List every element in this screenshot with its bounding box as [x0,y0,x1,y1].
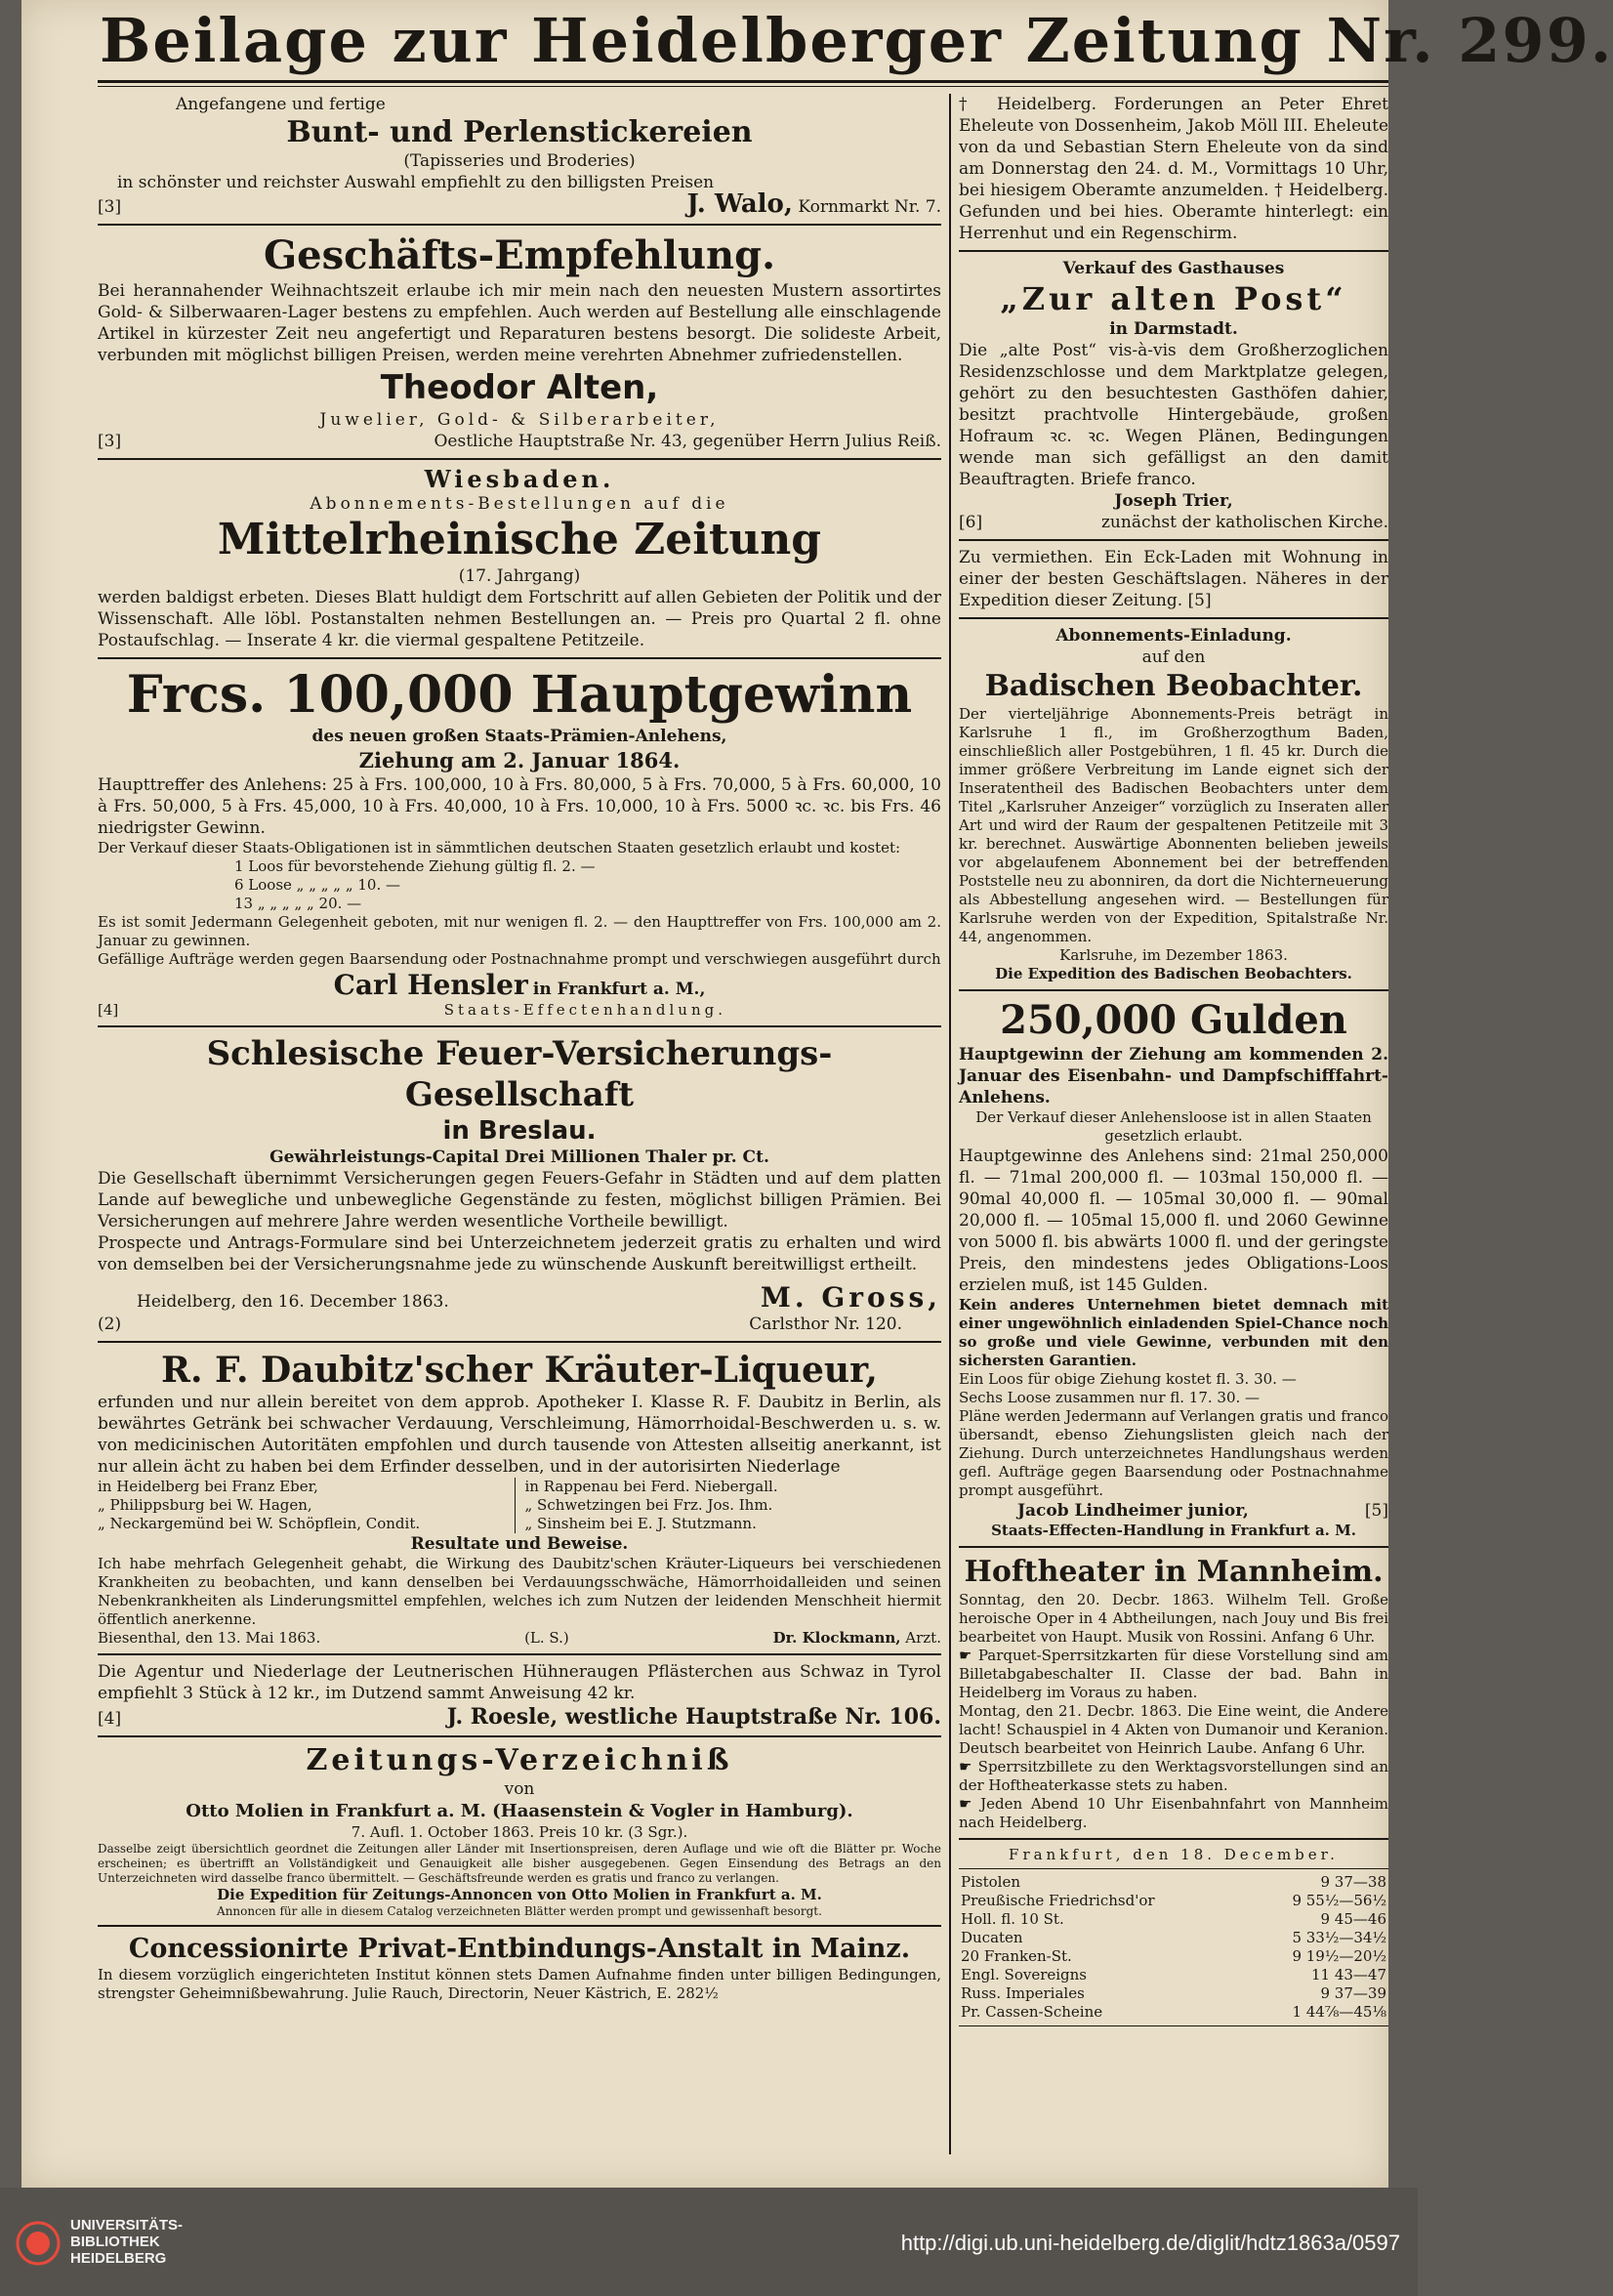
theater-sperr: Sperrsitzbillete zu den Werktagsvorstellungen sind an der Hoftheaterkasse stets zu haben. [959,1758,1388,1794]
left-column [98,94,941,2159]
alten-name: Theodor Alten, [380,368,659,407]
ad-molien [98,1743,941,1919]
newspaper-page [21,0,1613,2188]
rate-value: 9 37—39 [1320,1984,1386,2002]
hand-pointer-icon: ☛ [959,1758,972,1775]
gulden-law: Der Verkauf dieser Anlehensloose ist in allen Staaten gesetzlich erlaubt. [975,1108,1372,1145]
beob-place: Karlsruhe, im Dezember 1863. [1059,946,1288,964]
rate-value: 9 19½—20½ [1292,1947,1386,1965]
roesle-signer: J. Roesle, westliche Hauptstraße Nr. 106. [446,1704,941,1730]
rate-row [959,1984,1388,2003]
roesle-body: Die Agentur und Niederlage der Leutnerischen Hühneraugen Pflästerchen aus Schwaz in Tyrol empfiehlt 3 Stück à 12 kr., im Dutzend sammt Anweisung 42 kr. [98,1662,941,1703]
ad-gulden [959,997,1388,1540]
stick-sub: (Tapisseries und Broderies) [403,151,636,171]
rate-name: Preußische Friedrichsd'or [961,1892,1155,1909]
alten-body: Bei herannahender Weihnachtszeit erlaube ich mir mein nach den neuesten Mustern assortirtes Gold- & Silberwaaren-Lager bestens zu empfehlen. Auch werden auf Bestellung alle einschlagende Artikel in kürzester Zeit neu angefertigt und Reparaturen bestens besorgt. Die solideste Arbeit, verbunden mit möglichst billigen Preisen, werden meine verehrten Abnehmer zufriedenstellen. [98,281,941,365]
masthead-rule [98,80,1388,83]
feuer-title: Schlesische Feuer-Versicherungs-Gesellschaft [206,1034,833,1114]
wies-body: werden baldigst erbeten. Dieses Blatt huldigt dem Fortschritt auf allen Gebieten der Politik und der Wissenschaft. Alle löbl. Postanstalten nehmen Bestellungen an. — Preis pro Quartal 2 fl. ohne Postaufschlag. — Inserate 4 kr. die viermal gespaltene Petitzeile. [98,588,941,650]
rate-name: Ducaten [961,1929,1023,1946]
daubitz-place: Biesenthal, den 13. Mai 1863. [98,1629,321,1647]
ad-post [959,258,1388,533]
daubitz-l2: „ Philippsburg bei W. Hagen, [98,1496,312,1514]
notice-heidelberg: † Heidelberg. Forderungen an Peter Ehret Eheleute von Dossenheim, Jakob Möll III. Eheleute von da und Sebastian Stern Eheleute von da sind am Donnerstag den 24. d. M., Vormittags 10 Uhr, bei hiesigem Oberamte anzumelden. † Heidelberg. Gefunden und bei hies. Oberamte hinterlegt: ein Herrenhut und ein Regenschirm. [959,95,1388,243]
theater-body: Sonntag, den 20. Decbr. 1863. Wilhelm Tell. Große heroische Oper in 4 Abtheilungen, nach Jouy und Bis frei bearbeitet von Haupt. Musik von Rossini. Anfang 6 Uhr. [959,1591,1388,1646]
molien-title: Zeitungs-Verzeichniß [306,1743,733,1777]
ad-lotto [98,665,941,1020]
stick-line: in schönster und reichster Auswahl empfiehlt zu den billigsten Preisen [117,173,715,192]
post-city: in Darmstadt. [1109,319,1238,339]
stick-addr: Kornmarkt Nr. 7. [798,197,941,217]
lotto-signer: Carl Hensler [333,969,528,1001]
rate-row [959,1947,1388,1966]
ad-theater [959,1554,1388,1832]
daubitz-title: R. F. Daubitz'scher Kräuter-Liqueur, [161,1350,878,1391]
theater-train: Jeden Abend 10 Uhr Eisenbahnfahrt von Mannheim nach Heidelberg. [959,1795,1388,1831]
feuer-signer: M. Gross, [760,1281,941,1314]
viewer-footer [0,2188,1418,2296]
daubitz-res: Resultate und Beweise. [410,1534,629,1554]
logo-line3: HEIDELBERG [70,2250,167,2267]
stick-num: [3] [98,197,122,217]
feuer-body2: Prospecte und Antrags-Formulare sind bei Unterzeichnetem jederzeit gratis zu erhalten und wird von demselben bei der Versicherungsnahme jede zu wünschende Auskunft bereitwilligst ertheilt. [98,1233,941,1274]
university-seal-icon [16,2221,61,2266]
post-addr: zunächst der katholischen Kirche. [1100,513,1388,532]
wies-title: Mittelrheinische Zeitung [217,515,822,564]
hand-pointer-icon: ☛ [959,1795,972,1813]
beob-exp: Die Expedition des Badischen Beobachters. [995,965,1352,982]
stick-signer: J. Walo, [686,189,793,219]
rate-row [959,1929,1388,1947]
laden-num: [5] [1187,591,1212,610]
ad-stickereien [98,94,941,218]
wies-intro: Abonnements-Bestellungen auf die [310,494,729,514]
right-column [959,94,1388,2159]
lotto-body2: Der Verkauf dieser Staats-Obligationen ist in sämmtlichen deutschen Staaten gesetzlich erlaubt und kostet: [98,839,901,856]
gulden-sub: Hauptgewinn der Ziehung am kommenden 2. Januar des Eisenbahn- und Dampfschifffahrt-Anlehens. [959,1045,1388,1107]
lotto-body4: Gefällige Aufträge werden gegen Baarsendung oder Postnachnahme prompt und verschwiegen ausgeführt durch [98,950,941,968]
rates-table [959,1846,1388,2026]
feuer-body1: Die Gesellschaft übernimmt Versicherungen gegen Feuers-Gefahr in Städten und auf dem platten Lande auf bewegliche und unbewegliche Gegenstände zu festen, möglichst billigen Prämien. Bei Versicherungen auf mehrere Jahre werden wesentliche Vortheile bewilligt. [98,1169,941,1231]
wies-city: Wiesbaden. [424,465,615,493]
laden-body: Zu vermiethen. Ein Eck-Laden mit Wohnung in einer der besten Geschäftslagen. Näheres in der Expedition dieser Zeitung. [959,548,1388,610]
rate-value: 1 44⅞—45⅛ [1292,2003,1386,2021]
gulden-title: 250,000 Gulden [1000,997,1347,1043]
ad-laden [959,547,1388,611]
molien-by: von [504,1779,535,1799]
hand-pointer-icon: ☛ [959,1647,972,1664]
permalink-url[interactable]: http://digi.ub.uni-heidelberg.de/diglit/hdtz1863a/0597 [900,2231,1400,2255]
molien-ed: 7. Aufl. 1. October 1863. Preis 10 kr. (3 Sgr.). [351,1823,688,1841]
gulden-bold: Kein anderes Unternehmen bietet demnach mit einer ungewöhnlich einladenden Spiel-Chance noch so große und viele Gewinne, verbunden mit den sichersten Garantien. [959,1296,1388,1369]
daubitz-ls: (L. S.) [524,1629,569,1647]
daubitz-l1: in Heidelberg bei Franz Eber, [98,1478,318,1495]
daubitz-body2: Ich habe mehrfach Gelegenheit gehabt, die Wirkung des Daubitz'schen Kräuter-Liqueurs bei verschiedenen Krankheiten zu beobachten, und kann denselben bei Verdauungsschwäche, Hämorrhoidalleiden und seinen Nebenkrankheiten als Linderungsmittel empfehlen, welches ich zum Nutzen der leidenden Menschheit hiermit öffentlich anerkenne. [98,1555,941,1628]
daubitz-r3: „ Sinsheim bei E. J. Stutzmann. [524,1515,757,1532]
molien-foot: Annoncen für alle in diesem Catalog verzeichneten Blätter werden prompt und gewissenhaft besorgt. [217,1904,822,1918]
rate-name: Holl. fl. 10 St. [961,1910,1064,1928]
rate-name: Engl. Sovereigns [961,1966,1088,1983]
post-body: Die „alte Post“ vis-à-vis dem Großherzoglichen Residenzschlosse und dem Marktplatze gelegen, gehört zu den besuchtesten Gasthöfen dahier, besitzt prachtvolle Hintergebäude, großen Hofraum ꝛc. ꝛc. Wegen Plänen, Bedingungen wende man sich gefälligst an den damit Beauftragten. Briefe franco. [959,341,1388,489]
rate-name: Russ. Imperiales [961,1984,1085,2002]
lotto-price1: 1 Loos für bevorstehende Ziehung gültig fl. 2. — [234,857,596,875]
daubitz-r2: „ Schwetzingen bei Frz. Jos. Ihm. [524,1496,773,1514]
logo-line2: BIBLIOTHEK [70,2233,160,2250]
rate-name: Pistolen [961,1873,1020,1891]
feuer-num: (2) [98,1315,122,1334]
rate-value: 9 45—46 [1320,1910,1386,1928]
lotto-title: Frcs. 100,000 Hauptgewinn [126,665,913,725]
ad-alten [98,231,941,452]
beob-head: Abonnements-Einladung. [1055,626,1292,646]
post-signer: Joseph Trier, [1114,491,1233,511]
column-divider [949,94,951,2154]
feuer-capital: Gewährleistungs-Capital Drei Millionen Thaler pr. Ct. [269,1148,769,1167]
library-logo-text [70,2217,183,2267]
ad-beobachter [959,625,1388,983]
beob-body: Der vierteljährige Abonnements-Preis beträgt in Karlsruhe 1 fl., im Großherzogthum Baden, einschließlich aller Postgebühren, 1 fl. 45 kr. Durch die immer größere Verbreitung im Lande eignet sich der Inseratentheil des Badischen Beobachters unter dem Titel „Karlsruher Anzeiger“ vorzüglich zu Inseraten aller Art und wird der Raum der gespaltenen Petitzeile mit 3 kr. berechnet. Auswärtige Abonnenten belieben jeweils vor abgelaufenem Abonnement bei der betreffenden Poststelle neu zu abonniren, da dort die Nichterneuerung als Abbestellung angesehen wird. — Bestellungen für Karlsruhe werden von der Expedition, Spitalstraße Nr. 44, angenommen. [959,705,1388,945]
post-head: Verkauf des Gasthauses [1062,259,1285,278]
rates-rows [959,1873,1388,2022]
lotto-body1: Haupttreffer des Anlehens: 25 à Frs. 100,000, 10 à Frs. 80,000, 5 à Frs. 70,000, 5 à Frs. 60,000, 10 à Frs. 50,000, 5 à Frs. 45,000, 10 à Frs. 40,000, 10 à Frs. 10,000, 10 à Frs. 5000 ꝛc. ꝛc. bis Frs. 46 niedrigster Gewinn. [98,775,941,838]
rate-row [959,1873,1388,1892]
rate-row [959,1910,1388,1929]
rate-row [959,1892,1388,1910]
gulden-body: Hauptgewinne des Anlehens sind: 21mal 250,000 fl. — 71mal 200,000 fl. — 103mal 150,000 fl. — 90mal 40,000 fl. — 105mal 30,000 fl. — 90mal 20,000 fl. — 105mal 15,000 fl. und 2060 Gewinne von 5000 fl. bis abwärts 1000 fl. und der geringste Preis, den mindestens jedes Obligations-Loos erzielen muß, ist 145 Gulden. [959,1147,1388,1295]
gulden-price2: Sechs Loose zusammen nur fl. 17. 30. — [959,1389,1261,1406]
alten-trade: Juwelier, Gold- & Silberarbeiter, [319,410,720,430]
rates-head: Frankfurt, den 18. December. [1009,1846,1339,1863]
daubitz-body: erfunden und nur allein bereitet von dem approb. Apotheker I. Klasse R. F. Daubitz in Berlin, als bewährtes Getränk bei schwacher Verdauung, Verschleimung, Hämorrhoidal-Beschwerden u. s. w. von medicinischen Autoritäten empfohlen und durch tausende von Attesten allseitig anerkannt, ist nur allein ächt zu haben bei dem Erfinder desselben, und in der autorisirten Niederlage [98,1393,941,1477]
gulden-price1: Ein Loos für obige Ziehung kostet fl. 3. 30. — [959,1370,1297,1388]
gulden-signer: Jacob Lindheimer junior, [1017,1501,1249,1521]
feuer-city: in Breslau. [442,1116,597,1146]
daubitz-l3: „ Neckargemünd bei W. Schöpflein, Condit. [98,1515,421,1532]
daubitz-doc2: Arzt. [905,1629,941,1647]
mainz-title: Concessionirte Privat-Entbindungs-Anstalt in Mainz. [128,1934,911,1964]
daubitz-r1: in Rappenau bei Ferd. Niebergall. [524,1478,778,1495]
wies-year: (17. Jahrgang) [458,566,581,586]
stick-title: Bunt- und Perlenstickereien [286,115,753,149]
ad-wiesbaden [98,466,941,651]
stick-intro: Angefangene und fertige [176,95,386,114]
ad-roesle [98,1661,941,1730]
ad-feuer [98,1033,941,1335]
lotto-sub: des neuen großen Staats-Prämien-Anlehens, [311,727,727,746]
roesle-num: [4] [98,1709,122,1729]
lotto-city: in Frankfurt a. M., [532,980,706,999]
molien-small: Dasselbe zeigt übersichtlich geordnet die Zeitungen aller Länder mit Insertionspreisen, deren Auflage und wie oft die Blätter pr. Woche erscheinen; es übertrifft an Vollständigkeit und Genauigkeit alle bisher ausgegebenen. Gegen Einsendung des Betrags an den Unterzeichneten wird dasselbe franco übermittelt. — Geschäftsfreunde werden es gratis und franco zu verlangen. [98,1842,941,1885]
beob-on: auf den [1141,647,1206,667]
alten-num: [3] [98,432,122,451]
daubitz-doc: Dr. Klockmann, [772,1629,901,1647]
lotto-price2: 6 Loose „ „ „ „ „ 10. — [234,876,400,894]
mainz-body: In diesem vorzüglich eingerichteten Institut können stets Damen Aufnahme finden unter billigen Bedingungen, strengster Geheimnißbewahrung. Julie Rauch, Directorin, Neuer Kästrich, E. 282½ [98,1966,941,2002]
alten-addr: Oestliche Hauptstraße Nr. 43, gegenüber Herrn Julius Reiß. [434,432,941,451]
rate-row [959,1966,1388,1984]
masthead-title: Beilage zur Heidelberger Zeitung Nr. 299. [100,5,1613,76]
theater-parq: Parquet-Sperrsitzkarten für diese Vorstellung sind am Billetabgabeschalter II. Classe der bad. Bahn in Heidelberg im Voraus zu haben. [959,1647,1388,1701]
lotto-price3: 13 „ „ „ „ „ 20. — [234,895,362,912]
rate-value: 9 55½—56½ [1292,1892,1386,1909]
theater-title: Hoftheater in Mannheim. [964,1555,1384,1589]
post-title: „Zur alten Post“ [1000,280,1347,317]
masthead-rule-thin [98,86,1388,87]
rate-value: 9 37—38 [1320,1873,1386,1891]
lotto-firm: Staats-Effectenhandlung. [443,1001,726,1019]
lotto-date: Ziehung am 2. Januar 1864. [358,748,681,772]
molien-exp: Die Expedition für Zeitungs-Annoncen von Otto Molien in Frankfurt a. M. [217,1886,822,1903]
lotto-body3: Es ist somit Jedermann Gelegenheit geboten, mit nur wenigen fl. 2. — den Haupttreffer von Frs. 100,000 am 2. Januar zu gewinnen. [98,913,941,949]
feuer-addr: Carlsthor Nr. 120. [749,1315,902,1334]
post-num: [6] [959,513,983,532]
alten-title: Geschäfts-Empfehlung. [263,232,776,278]
rate-name: Pr. Cassen-Scheine [961,2003,1103,2021]
rate-name: 20 Franken-St. [961,1947,1072,1965]
theater-mon: Montag, den 21. Decbr. 1863. Die Eine weint, die Andere lacht! Schauspiel in 4 Akten von Dumanoir und Keranion. Deutsch bearbeitet von Heinrich Laube. Anfang 6 Uhr. [959,1702,1388,1757]
lotto-num: [4] [98,1001,119,1019]
feuer-place: Heidelberg, den 16. December 1863. [137,1292,449,1312]
beob-title: Badischen Beobachter. [984,669,1363,703]
rate-row [959,2003,1388,2022]
molien-name: Otto Molien in Frankfurt a. M. (Haasenstein & Vogler in Hamburg). [186,1801,853,1821]
gulden-num: [5] [1364,1501,1388,1521]
logo-line1: UNIVERSITÄTS- [70,2217,184,2233]
rate-value: 5 33½—34½ [1292,1929,1386,1946]
ad-mainz [98,1933,941,2003]
gulden-firm: Staats-Effecten-Handlung in Frankfurt a. M. [991,1522,1356,1539]
ad-daubitz [98,1349,941,1648]
rate-value: 11 43—47 [1310,1966,1386,1983]
gulden-body2: Pläne werden Jedermann auf Verlangen gratis und franco übersandt, ebenso Ziehungslisten gleich nach der Ziehung. Durch unterzeichnetes Handlungshaus werden gefl. Aufträge gegen Baarsendung oder Postnachnahme prompt ausgeführt. [959,1407,1388,1499]
